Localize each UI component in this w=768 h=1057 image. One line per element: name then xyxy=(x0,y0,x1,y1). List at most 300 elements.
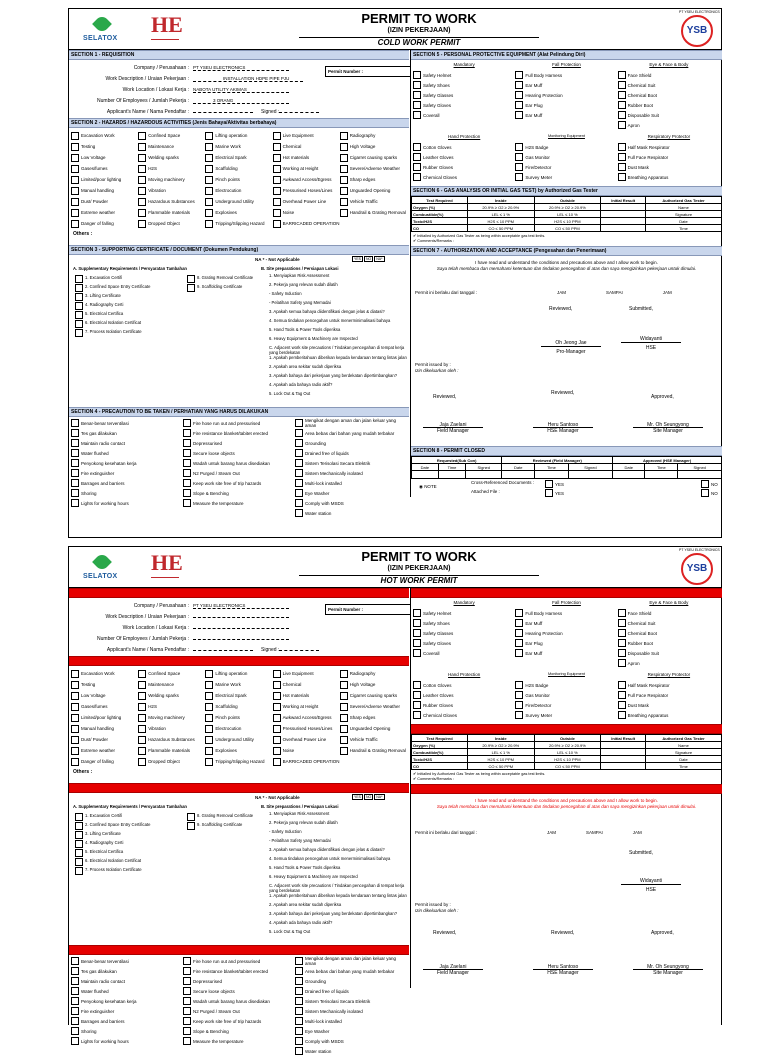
ppe-eye-3[interactable] xyxy=(618,100,720,110)
checkbox-icon[interactable] xyxy=(138,176,146,184)
checkbox-icon[interactable] xyxy=(75,867,83,875)
hazard-34[interactable] xyxy=(340,734,407,745)
precaution-16[interactable] xyxy=(183,468,295,478)
precaution-12[interactable] xyxy=(71,996,183,1006)
checkbox-icon[interactable] xyxy=(413,101,421,109)
checkbox-icon[interactable] xyxy=(413,691,421,699)
supp-a-6[interactable] xyxy=(75,329,175,338)
hazard-44[interactable] xyxy=(340,218,407,229)
checkbox-icon[interactable] xyxy=(413,701,421,709)
checkbox-icon[interactable] xyxy=(273,758,281,766)
checkbox-icon[interactable] xyxy=(71,143,79,151)
hazard-9[interactable] xyxy=(340,141,407,152)
ppe-mon-2[interactable] xyxy=(515,162,617,172)
checkbox-icon[interactable] xyxy=(295,1027,303,1035)
hazard-43[interactable] xyxy=(273,218,340,229)
checkbox-icon[interactable] xyxy=(138,714,146,722)
hazard-14[interactable] xyxy=(340,152,407,163)
checkbox-icon[interactable] xyxy=(340,165,348,173)
checkbox-icon[interactable] xyxy=(138,736,146,744)
checkbox-icon[interactable] xyxy=(413,71,421,79)
precaution-3[interactable] xyxy=(71,966,183,976)
hazard-16[interactable] xyxy=(138,701,205,712)
checkbox-icon[interactable] xyxy=(71,419,79,427)
checkbox-icon[interactable] xyxy=(515,173,523,181)
checkbox-icon[interactable] xyxy=(187,284,195,292)
checkbox-icon[interactable] xyxy=(295,1017,303,1025)
precaution-27[interactable] xyxy=(71,508,183,518)
checkbox-icon[interactable] xyxy=(273,143,281,151)
hazard-31[interactable] xyxy=(138,734,205,745)
checkbox-icon[interactable] xyxy=(515,629,523,637)
ppe-eye-2[interactable] xyxy=(618,628,720,638)
checkbox-icon[interactable] xyxy=(71,736,79,744)
checkbox-icon[interactable] xyxy=(618,619,626,627)
checkbox-icon[interactable] xyxy=(205,747,213,755)
checkbox-icon[interactable] xyxy=(515,143,523,151)
checkbox-icon[interactable] xyxy=(71,692,79,700)
supp-a-6[interactable] xyxy=(75,867,175,876)
checkbox-icon[interactable] xyxy=(138,692,146,700)
checkbox-icon[interactable] xyxy=(205,143,213,151)
checkbox-icon[interactable] xyxy=(71,429,79,437)
checkbox-icon[interactable] xyxy=(295,1047,303,1055)
precaution-8[interactable] xyxy=(295,438,407,448)
checkbox-icon[interactable] xyxy=(71,165,79,173)
checkbox-icon[interactable] xyxy=(340,154,348,162)
s2-loc-field[interactable] xyxy=(193,628,289,629)
checkbox-icon[interactable] xyxy=(205,187,213,195)
checkbox-icon[interactable] xyxy=(138,703,146,711)
closed-entry-2[interactable] xyxy=(466,471,502,479)
checkbox-icon[interactable] xyxy=(295,997,303,1005)
checkbox-icon[interactable] xyxy=(618,91,626,99)
checkbox-icon[interactable] xyxy=(138,670,146,678)
checkbox-icon[interactable] xyxy=(340,725,348,733)
hazard-0[interactable] xyxy=(71,130,138,141)
precaution-2[interactable] xyxy=(295,956,407,966)
precaution-20[interactable] xyxy=(295,478,407,488)
applicant-field[interactable] xyxy=(193,112,253,113)
checkbox-icon[interactable] xyxy=(295,957,303,965)
checkbox-icon[interactable] xyxy=(295,459,303,467)
precaution-29[interactable] xyxy=(295,508,407,518)
hazard-8[interactable] xyxy=(273,141,340,152)
precaution-0[interactable] xyxy=(71,956,183,966)
supp-a-4[interactable] xyxy=(75,849,175,858)
hazard-37[interactable] xyxy=(205,207,272,218)
hazard-42[interactable] xyxy=(205,218,272,229)
checkbox-icon[interactable] xyxy=(138,758,146,766)
checkbox-icon[interactable] xyxy=(71,132,79,140)
hazard-18[interactable] xyxy=(273,701,340,712)
checkbox-icon[interactable] xyxy=(340,143,348,151)
hazard-19[interactable] xyxy=(340,701,407,712)
hazard-1[interactable] xyxy=(138,130,205,141)
precaution-9[interactable] xyxy=(71,986,183,996)
precaution-1[interactable] xyxy=(183,418,295,428)
checkbox-icon[interactable] xyxy=(138,132,146,140)
ppe-fall-4[interactable] xyxy=(515,648,617,658)
checkbox-icon[interactable] xyxy=(71,187,79,195)
hazard-11[interactable] xyxy=(138,690,205,701)
checkbox-icon[interactable] xyxy=(273,703,281,711)
hazard-29[interactable] xyxy=(340,185,407,196)
ppe-eye-4[interactable] xyxy=(618,648,720,658)
hazard-18[interactable] xyxy=(273,163,340,174)
checkbox-icon[interactable] xyxy=(618,609,626,617)
precaution-21[interactable] xyxy=(71,488,183,498)
ppe-mandatory-0[interactable] xyxy=(413,608,515,618)
checkbox-icon[interactable] xyxy=(515,701,523,709)
checkbox-icon[interactable] xyxy=(295,419,303,427)
checkbox-icon[interactable] xyxy=(340,198,348,206)
ppe-hand-1[interactable] xyxy=(413,690,515,700)
checkbox-icon[interactable] xyxy=(138,198,146,206)
ppe-mandatory-1[interactable] xyxy=(413,618,515,628)
checkbox-icon[interactable] xyxy=(618,163,626,171)
checkbox-icon[interactable] xyxy=(183,419,191,427)
precaution-11[interactable] xyxy=(295,986,407,996)
checkbox-icon[interactable] xyxy=(205,703,213,711)
supp-a2-1[interactable] xyxy=(187,284,267,293)
checkbox-icon[interactable] xyxy=(183,429,191,437)
ppe-hand-1[interactable] xyxy=(413,152,515,162)
checkbox-icon[interactable] xyxy=(71,439,79,447)
hazard-27[interactable] xyxy=(205,723,272,734)
checkbox-icon[interactable] xyxy=(413,143,421,151)
hazard-7[interactable] xyxy=(205,679,272,690)
hazard-1[interactable] xyxy=(138,668,205,679)
checkbox-icon[interactable] xyxy=(183,449,191,457)
hazard-13[interactable] xyxy=(273,690,340,701)
checkbox-icon[interactable] xyxy=(138,747,146,755)
ppe-hand-3[interactable] xyxy=(413,710,515,720)
checkbox-icon[interactable] xyxy=(413,173,421,181)
hazard-39[interactable] xyxy=(340,745,407,756)
ppe-mon-1[interactable] xyxy=(515,152,617,162)
hazard-5[interactable] xyxy=(71,679,138,690)
checkbox-icon[interactable] xyxy=(413,111,421,119)
checkbox-icon[interactable] xyxy=(138,725,146,733)
hazard-37[interactable] xyxy=(205,745,272,756)
hazard-9[interactable] xyxy=(340,679,407,690)
ppe-mon-0[interactable] xyxy=(515,680,617,690)
checkbox-icon[interactable] xyxy=(295,449,303,457)
gas-cell-3-3[interactable] xyxy=(601,225,646,232)
checkbox-icon[interactable] xyxy=(75,293,83,301)
hazard-36[interactable] xyxy=(138,207,205,218)
checkbox-icon[interactable] xyxy=(295,469,303,477)
checkbox-icon[interactable] xyxy=(71,747,79,755)
checkbox-icon[interactable] xyxy=(340,692,348,700)
ppe-fall-4[interactable] xyxy=(515,110,617,120)
precaution-24[interactable] xyxy=(71,498,183,508)
precaution-10[interactable] xyxy=(183,448,295,458)
ppe-hand-2[interactable] xyxy=(413,700,515,710)
checkbox-icon[interactable] xyxy=(413,163,421,171)
closed-entry-1[interactable] xyxy=(438,471,465,479)
checkbox-icon[interactable] xyxy=(187,813,195,821)
checkbox-icon[interactable] xyxy=(205,670,213,678)
checkbox-icon[interactable] xyxy=(75,813,83,821)
supp-a-2[interactable] xyxy=(75,293,175,302)
checkbox-icon[interactable] xyxy=(273,670,281,678)
hazard-40[interactable] xyxy=(71,756,138,767)
checkbox-icon[interactable] xyxy=(413,649,421,657)
ppe-mandatory-1[interactable] xyxy=(413,80,515,90)
closed-entry-0[interactable] xyxy=(412,471,439,479)
checkbox-icon[interactable] xyxy=(75,849,83,857)
ppe-mon-2[interactable] xyxy=(515,700,617,710)
checkbox-icon[interactable] xyxy=(183,469,191,477)
supp-a-0[interactable] xyxy=(75,813,175,822)
hazard-25[interactable] xyxy=(71,185,138,196)
checkbox-icon[interactable] xyxy=(205,681,213,689)
checkbox-icon[interactable] xyxy=(618,681,626,689)
checkbox-icon[interactable] xyxy=(71,977,79,985)
gas-cell-0-3[interactable] xyxy=(601,742,646,749)
checkbox-icon[interactable] xyxy=(205,758,213,766)
precaution-20[interactable] xyxy=(295,1016,407,1026)
hazard-14[interactable] xyxy=(340,690,407,701)
checkbox-icon[interactable] xyxy=(71,714,79,722)
checkbox-icon[interactable] xyxy=(273,725,281,733)
ppe-eye-5[interactable] xyxy=(618,658,720,668)
checkbox-icon[interactable] xyxy=(273,692,281,700)
closed-entry-5[interactable] xyxy=(568,471,612,479)
checkbox-icon[interactable] xyxy=(340,209,348,217)
hazard-35[interactable] xyxy=(71,745,138,756)
supp-a-5[interactable] xyxy=(75,858,175,867)
checkbox-icon[interactable] xyxy=(183,967,191,975)
checkbox-icon[interactable] xyxy=(183,1037,191,1045)
supp-a-5[interactable] xyxy=(75,320,175,329)
checkbox-icon[interactable] xyxy=(205,692,213,700)
precaution-11[interactable] xyxy=(295,448,407,458)
checkbox-icon[interactable] xyxy=(71,967,79,975)
hazard-29[interactable] xyxy=(340,723,407,734)
checkbox-icon[interactable] xyxy=(273,736,281,744)
checkbox-icon[interactable] xyxy=(71,1017,79,1025)
precaution-4[interactable] xyxy=(183,428,295,438)
checkbox-icon[interactable] xyxy=(340,703,348,711)
ppe-mandatory-2[interactable] xyxy=(413,628,515,638)
checkbox-icon[interactable] xyxy=(183,479,191,487)
hazard-5[interactable] xyxy=(71,141,138,152)
checkbox-icon[interactable] xyxy=(295,499,303,507)
checkbox-icon[interactable] xyxy=(183,987,191,995)
checkbox-icon[interactable] xyxy=(75,822,83,830)
hazard-2[interactable] xyxy=(205,668,272,679)
checkbox-icon[interactable] xyxy=(205,220,213,228)
checkbox-icon[interactable] xyxy=(515,711,523,719)
precaution-7[interactable] xyxy=(183,976,295,986)
supp-a-0[interactable] xyxy=(75,275,175,284)
hazard-30[interactable] xyxy=(71,734,138,745)
precaution-15[interactable] xyxy=(71,1006,183,1016)
checkbox-icon[interactable] xyxy=(515,609,523,617)
ppe-mon-0[interactable] xyxy=(515,142,617,152)
hazard-11[interactable] xyxy=(138,152,205,163)
precaution-26[interactable] xyxy=(295,498,407,508)
num-value[interactable]: 3 ORANG xyxy=(193,98,289,104)
precaution-24[interactable] xyxy=(71,1036,183,1046)
precaution-13[interactable] xyxy=(183,996,295,1006)
hazard-28[interactable] xyxy=(273,723,340,734)
checkbox-icon[interactable] xyxy=(183,489,191,497)
ppe-resp-3[interactable] xyxy=(618,710,720,720)
checkbox-icon[interactable] xyxy=(295,987,303,995)
ppe-mandatory-0[interactable] xyxy=(413,70,515,80)
checkbox-icon[interactable] xyxy=(71,449,79,457)
ppe-fall-3[interactable] xyxy=(515,100,617,110)
hazard-6[interactable] xyxy=(138,679,205,690)
checkbox-icon[interactable] xyxy=(183,439,191,447)
hazard-20[interactable] xyxy=(71,174,138,185)
checkbox-icon[interactable] xyxy=(273,176,281,184)
checkbox-icon[interactable] xyxy=(273,198,281,206)
precaution-2[interactable] xyxy=(295,418,407,428)
checkbox-icon[interactable] xyxy=(71,957,79,965)
hazard-7[interactable] xyxy=(205,141,272,152)
checkbox-icon[interactable] xyxy=(75,858,83,866)
checkbox-icon[interactable] xyxy=(183,977,191,985)
ppe-resp-0[interactable] xyxy=(618,680,720,690)
checkbox-icon[interactable] xyxy=(183,459,191,467)
ppe-mandatory-2[interactable] xyxy=(413,90,515,100)
checkbox-icon[interactable] xyxy=(71,220,79,228)
s2-applicant-field[interactable] xyxy=(193,650,253,651)
supp-a-4[interactable] xyxy=(75,311,175,320)
checkbox-icon[interactable] xyxy=(183,1017,191,1025)
ppe-eye-5[interactable] xyxy=(618,120,720,130)
hazard-13[interactable] xyxy=(273,152,340,163)
precaution-8[interactable] xyxy=(295,976,407,986)
precaution-18[interactable] xyxy=(71,1016,183,1026)
supp-a2-0[interactable] xyxy=(187,813,267,822)
precaution-5[interactable] xyxy=(295,966,407,976)
checkbox-icon[interactable] xyxy=(71,469,79,477)
precaution-28[interactable] xyxy=(183,1046,295,1056)
checkbox-icon[interactable] xyxy=(71,176,79,184)
checkbox-icon[interactable] xyxy=(71,459,79,467)
checkbox-icon[interactable] xyxy=(75,275,83,283)
checkbox-icon[interactable] xyxy=(618,121,626,129)
ppe-eye-4[interactable] xyxy=(618,110,720,120)
checkbox-icon[interactable] xyxy=(71,1037,79,1045)
signed-field[interactable] xyxy=(279,112,319,113)
checkbox-icon[interactable] xyxy=(183,997,191,1005)
hazard-44[interactable] xyxy=(340,756,407,767)
checkbox-icon[interactable] xyxy=(340,714,348,722)
checkbox-icon[interactable] xyxy=(138,143,146,151)
checkbox-icon[interactable] xyxy=(340,670,348,678)
checkbox-icon[interactable] xyxy=(138,154,146,162)
ppe-eye-1[interactable] xyxy=(618,80,720,90)
checkbox-icon[interactable] xyxy=(618,659,626,667)
checkbox-icon[interactable] xyxy=(515,649,523,657)
ppe-hand-3[interactable] xyxy=(413,172,515,182)
precaution-6[interactable] xyxy=(71,976,183,986)
gas-cell-1-3[interactable] xyxy=(601,749,646,756)
checkbox-icon[interactable] xyxy=(515,81,523,89)
checkbox-icon[interactable] xyxy=(618,711,626,719)
hazard-26[interactable] xyxy=(138,723,205,734)
checkbox-icon[interactable] xyxy=(295,509,303,517)
hazard-2[interactable] xyxy=(205,130,272,141)
ppe-mandatory-3[interactable] xyxy=(413,100,515,110)
precaution-22[interactable] xyxy=(183,488,295,498)
precaution-5[interactable] xyxy=(295,428,407,438)
checkbox-icon[interactable] xyxy=(183,499,191,507)
precaution-29[interactable] xyxy=(295,1046,407,1056)
checkbox-icon[interactable] xyxy=(205,209,213,217)
supp-a-1[interactable] xyxy=(75,284,175,293)
checkbox-icon[interactable] xyxy=(187,275,195,283)
checkbox-icon[interactable] xyxy=(413,91,421,99)
hazard-31[interactable] xyxy=(138,196,205,207)
supp-a2-1[interactable] xyxy=(187,822,267,831)
checkbox-icon[interactable] xyxy=(413,711,421,719)
hazard-32[interactable] xyxy=(205,196,272,207)
ppe-resp-1[interactable] xyxy=(618,152,720,162)
checkbox-icon[interactable] xyxy=(618,81,626,89)
checkbox-icon[interactable] xyxy=(273,187,281,195)
ppe-fall-1[interactable] xyxy=(515,618,617,628)
hazard-24[interactable] xyxy=(340,712,407,723)
closed-entry-3[interactable] xyxy=(502,471,535,479)
checkbox-icon[interactable] xyxy=(295,1037,303,1045)
checkbox-icon[interactable] xyxy=(138,165,146,173)
checkbox-icon[interactable] xyxy=(618,111,626,119)
precaution-27[interactable] xyxy=(71,1046,183,1056)
ppe-fall-1[interactable] xyxy=(515,80,617,90)
precaution-12[interactable] xyxy=(71,458,183,468)
hazard-4[interactable] xyxy=(340,668,407,679)
checkbox-icon[interactable] xyxy=(618,649,626,657)
gas-cell-3-3[interactable] xyxy=(601,763,646,770)
hazard-12[interactable] xyxy=(205,690,272,701)
checkbox-icon[interactable] xyxy=(75,284,83,292)
checkbox-icon[interactable] xyxy=(273,165,281,173)
checkbox-icon[interactable] xyxy=(515,639,523,647)
hazard-22[interactable] xyxy=(205,174,272,185)
ppe-fall-2[interactable] xyxy=(515,628,617,638)
precaution-3[interactable] xyxy=(71,428,183,438)
checkbox-icon[interactable] xyxy=(515,691,523,699)
ppe-resp-3[interactable] xyxy=(618,172,720,182)
checkbox-icon[interactable] xyxy=(273,747,281,755)
ppe-eye-1[interactable] xyxy=(618,618,720,628)
checkbox-icon[interactable] xyxy=(273,681,281,689)
hazard-3[interactable] xyxy=(273,130,340,141)
checkbox-icon[interactable] xyxy=(75,840,83,848)
checkbox-icon[interactable] xyxy=(273,220,281,228)
hazard-39[interactable] xyxy=(340,207,407,218)
checkbox-icon[interactable] xyxy=(515,101,523,109)
ppe-eye-2[interactable] xyxy=(618,90,720,100)
checkbox-icon[interactable] xyxy=(75,311,83,319)
hazard-28[interactable] xyxy=(273,185,340,196)
checkbox-icon[interactable] xyxy=(295,967,303,975)
checkbox-icon[interactable] xyxy=(273,714,281,722)
supp-a-3[interactable] xyxy=(75,302,175,311)
checkbox-icon[interactable] xyxy=(618,101,626,109)
checkbox-icon[interactable] xyxy=(138,681,146,689)
checkbox-icon[interactable] xyxy=(413,681,421,689)
checkbox-icon[interactable] xyxy=(71,987,79,995)
